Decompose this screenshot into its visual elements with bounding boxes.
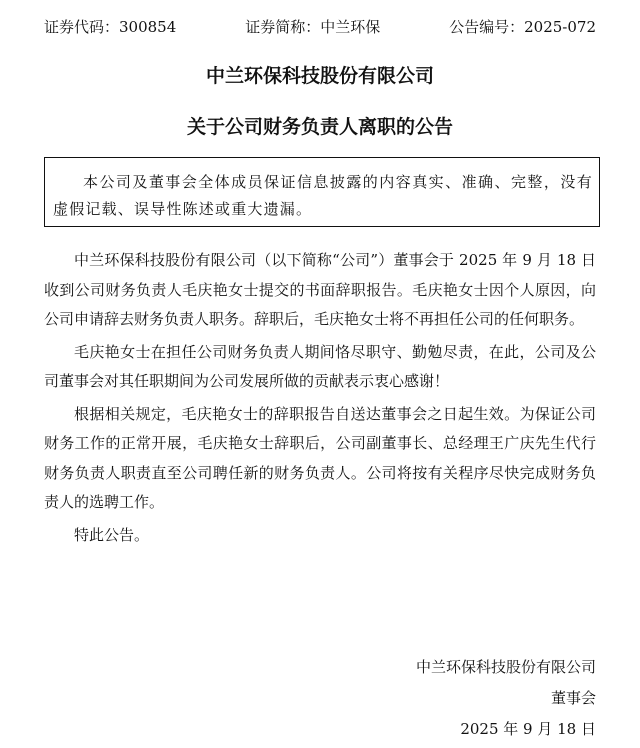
body-paragraph: 中兰环保科技股份有限公司（以下简称“公司”）董事会于 2025 年 9 月 18 日收到公司财务负责人毛庆艳女士提交的书面辞职报告。毛庆艳女士因个人原因，向公司申请辞去财务负责人职务。辞职后，毛庆艳女士将不再担任公司的任何职务。 [44,251,596,328]
notice-number: 公告编号：2025-072 [449,18,596,36]
signature-date: 2025 年 9 月 18 日 [460,720,596,738]
stock-abbreviation: 证券简称：中兰环保 [245,18,381,36]
body-paragraph: 毛庆艳女士在担任公司财务负责人期间恪尽职守、勤勉尽责，在此，公司及公司董事会对其任职期间为公司发展所做的贡献表示衷心感谢！ [44,342,596,390]
disclosure-statement: 本公司及董事会全体成员保证信息披露的内容真实、准确、完整，没有虚假记载、误导性陈述或重大遗漏。 [44,157,600,227]
signature-board: 董事会 [550,689,596,707]
body-paragraph: 根据相关规定，毛庆艳女士的辞职报告自送达董事会之日起生效。为保证公司财务工作的正常开展，毛庆艳女士辞职后，公司副董事长、总经理王广庆先生代行财务负责人职责直至公司聘任新的财务负责人。公司将按有关程序尽快完成财务负责人的选聘工作。 [44,404,596,511]
notice-body [44,246,596,553]
company-name: 中兰环保科技股份有限公司 [205,65,434,87]
signature-company: 中兰环保科技股份有限公司 [415,658,596,676]
stock-code: 证券代码：300854 [44,18,177,36]
document-header [44,17,596,37]
closing-remark: 特此公告。 [74,525,150,544]
notice-title: 关于公司财务负责人离职的公告 [186,116,453,138]
